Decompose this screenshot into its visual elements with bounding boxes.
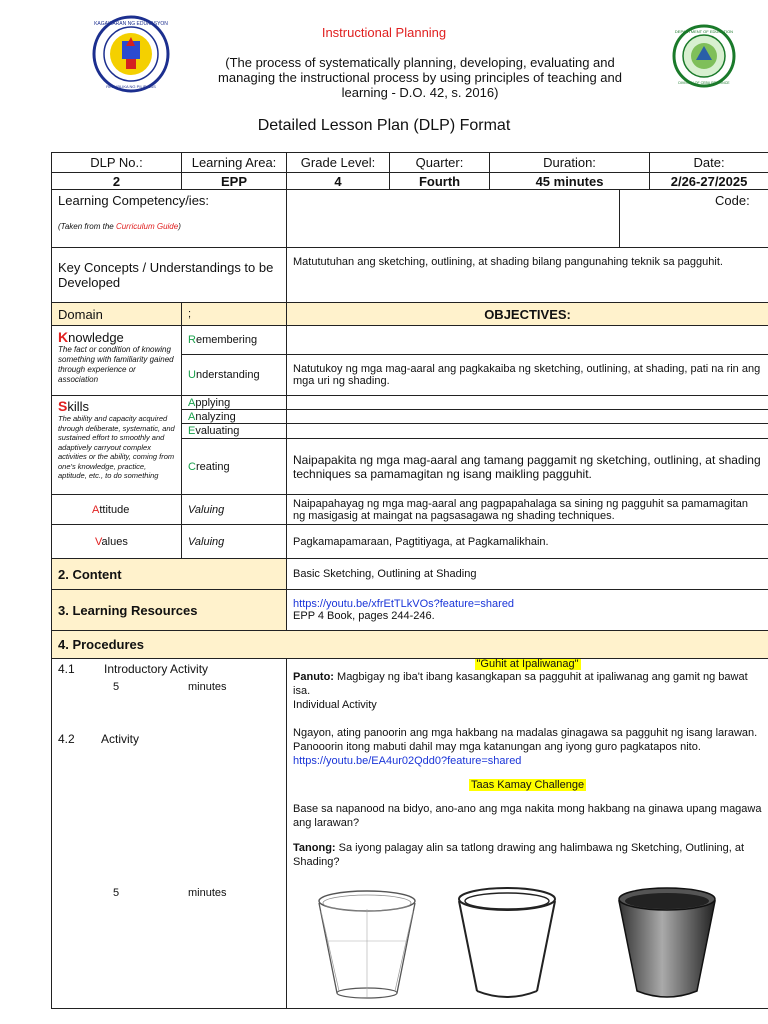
- creating-objective: Naipapakita ng mga mag-aaral ang tamang paggamit ng sketching, outlining, at shading techniques sa pamamagitan ng isang maikling pagguhit.: [287, 439, 768, 495]
- understanding-rest: nderstanding: [195, 369, 260, 381]
- applying-rest: pplying: [195, 396, 231, 409]
- applying-initial: A: [188, 396, 196, 409]
- applying-objective: [287, 396, 768, 410]
- analyzing-initial: A: [188, 410, 196, 423]
- values-initial: V: [95, 535, 102, 548]
- guhit-at-ipaliwanag-title: "Guhit at Ipaliwanag": [476, 658, 579, 670]
- tanong-label: Tanong:: [293, 842, 336, 854]
- creating-rest: reating: [195, 460, 230, 473]
- base-question: Base sa napanood na bidyo, ano-ano ang mga nakita mong hakbang na ginawa upang magawa ang larawan?: [293, 803, 762, 829]
- content-label: 2. Content: [52, 559, 287, 590]
- duration-label: Duration:: [490, 153, 650, 173]
- left-seal-sub: REPUBLIKA NG PILIPINAS: [106, 84, 156, 89]
- knowledge-rest: nowledge: [68, 330, 124, 345]
- curriculum-guide-link[interactable]: Curriculum Guide: [115, 222, 179, 231]
- tanong-text: Sa iyong palagay alin sa tatlong drawing ang halimbawa ng Sketching, Outlining, at Shading?: [293, 842, 745, 868]
- skills-description: The ability and capacity acquired through deliberate, systematic, and sustained effort to smoothly and adaptively carryout complex activities or the ability, coming from one's knowledge, practice, aptitude, etc., to do something: [58, 414, 175, 480]
- grade-level-value: 4: [287, 173, 390, 190]
- learning-resources-label: 3. Learning Resources: [52, 590, 287, 631]
- individual-activity: Individual Activity: [293, 699, 377, 711]
- intro-activity-number: 4.1: [58, 662, 75, 676]
- skills-initial: S: [58, 398, 68, 414]
- knowledge-initial: K: [58, 329, 69, 345]
- evaluating-objective: [287, 424, 768, 439]
- objectives-header: OBJECTIVES:: [287, 303, 768, 326]
- attitude-domain: [52, 495, 182, 525]
- learning-resources-value: [287, 590, 768, 631]
- duration-value: 45 minutes: [490, 173, 650, 190]
- dlp-no-label: DLP No.:: [52, 153, 182, 173]
- understanding-objective: Natutukoy ng mga mag-aaral ang pagkakaiba ng sketching, outlining, at shading, pati na rin ang mga uri ng shading.: [287, 355, 768, 396]
- remembering-rest: emembering: [195, 334, 258, 346]
- content-value: Basic Sketching, Outlining at Shading: [287, 559, 768, 590]
- values-rest: alues: [101, 535, 128, 548]
- activity-unit: minutes: [188, 887, 227, 899]
- attitude-initial: A: [92, 503, 100, 516]
- creating-initial: C: [188, 460, 196, 473]
- date-label: Date:: [650, 153, 768, 173]
- remembering-objective: [287, 326, 768, 355]
- attitude-objective: Naipapahayag ng mga mag-aaral ang pagpapahalaga sa sining ng pagguhit sa pamamagitan ng masigasig at maingat na pagsasagawa ng shading techniques.: [287, 495, 768, 525]
- knowledge-domain: [52, 326, 182, 396]
- evaluating-rest: valuating: [195, 425, 240, 437]
- learning-competency-value: [287, 190, 620, 248]
- activity-label: Activity: [101, 732, 140, 746]
- domain-label: Domain: [52, 303, 182, 326]
- creating-level: [182, 439, 287, 495]
- right-seal-text: DEPARTMENT OF EDUCATION: [674, 29, 734, 34]
- competency-note-prefix: (Taken from the: [58, 222, 116, 231]
- date-value: 2/26-27/2025: [650, 173, 768, 190]
- values-domain: [52, 525, 182, 559]
- left-seal-text: KAGAWARAN NG EDUKASYON: [94, 21, 168, 27]
- skills-rest: kills: [67, 399, 90, 414]
- domain-separator: ;: [182, 303, 287, 326]
- evaluating-initial: E: [188, 425, 196, 437]
- learning-area-label: Learning Area:: [182, 153, 287, 173]
- learning-competency-label: Learning Competency/ies:: [58, 193, 210, 208]
- remembering-level: [182, 326, 287, 355]
- competency-note-suffix: ): [178, 222, 181, 231]
- ngayon-text: Ngayon, ating panoorin ang mga hakbang na madalas ginagawa sa pagguhit ng isang larawan. Panooorin itong mabuti dahil may mga katanungan ang iyong guro pagkatapos nito.: [293, 727, 758, 753]
- analyzing-level: [182, 410, 287, 424]
- attitude-level: Valuing: [182, 495, 287, 525]
- procedures-right-column: [287, 659, 768, 1009]
- dlp-no-value: 2: [52, 173, 182, 190]
- key-concepts-value: Matututuhan ang sketching, outlining, at shading bilang pangunahing teknik sa pagguhit.: [287, 248, 768, 303]
- attitude-rest: ttitude: [99, 503, 130, 516]
- understanding-initial: U: [188, 369, 196, 381]
- procedures-label: 4. Procedures: [52, 631, 768, 659]
- outline-pot-drawing: [447, 881, 567, 1001]
- resource-video-link[interactable]: https://youtu.be/xfrEtTLkVOs?feature=shared: [293, 598, 515, 610]
- learning-area-value: EPP: [182, 173, 287, 190]
- activity-video-link[interactable]: https://youtu.be/EA4ur02Qdd0?feature=shared: [293, 755, 522, 767]
- skills-domain: [52, 396, 182, 495]
- dlp-table: [51, 152, 768, 1009]
- code-label: Code:: [620, 190, 768, 248]
- intro-activity-minutes: 5: [113, 681, 120, 693]
- analyzing-rest: nalyzing: [195, 410, 236, 423]
- procedures-left-column: [52, 659, 287, 1009]
- key-concepts-label: Key Concepts / Understandings to be Developed: [52, 248, 287, 303]
- taas-kamay-title: Taas Kamay Challenge: [470, 779, 585, 791]
- activity-minutes: 5: [113, 887, 120, 899]
- intro-activity-unit: minutes: [188, 681, 227, 693]
- shading-pot-drawing: [607, 881, 727, 1001]
- applying-level: [182, 396, 287, 410]
- quarter-value: Fourth: [390, 173, 490, 190]
- knowledge-description: The fact or condition of knowing something with familiarity gained through experience or association: [58, 345, 174, 384]
- remembering-initial: R: [188, 334, 196, 346]
- values-level: Valuing: [182, 525, 287, 559]
- instructional-planning-title: Instructional Planning: [321, 25, 447, 40]
- understanding-level: [182, 355, 287, 396]
- panuto-label: Panuto:: [293, 671, 334, 683]
- instructional-planning-description: (The process of systematically planning, developing, evaluating and managing the instructional process by using principles of teaching and learning - D.O. 42, s. 2016): [218, 55, 622, 100]
- learning-competency-cell: [52, 190, 287, 248]
- intro-activity-label: Introductory Activity: [104, 662, 209, 676]
- analyzing-objective: [287, 410, 768, 424]
- evaluating-level: [182, 424, 287, 439]
- grade-level-label: Grade Level:: [287, 153, 390, 173]
- quarter-label: Quarter:: [390, 153, 490, 173]
- panuto-text: Magbigay ng iba't ibang kasangkapan sa pagguhit at ipaliwanag ang gamit ng bawat isa.: [293, 671, 748, 697]
- values-objective: Pagkamapamaraan, Pagtitiyaga, at Pagkamalikhain.: [287, 525, 768, 559]
- document-title: Detailed Lesson Plan (DLP) Format: [257, 117, 511, 134]
- resource-book: EPP 4 Book, pages 244-246.: [293, 610, 435, 622]
- sketch-pot-drawing: [307, 881, 427, 1001]
- activity-number: 4.2: [58, 732, 75, 746]
- right-seal-sub: DIVISION OF CEBU PROVINCE: [678, 81, 730, 85]
